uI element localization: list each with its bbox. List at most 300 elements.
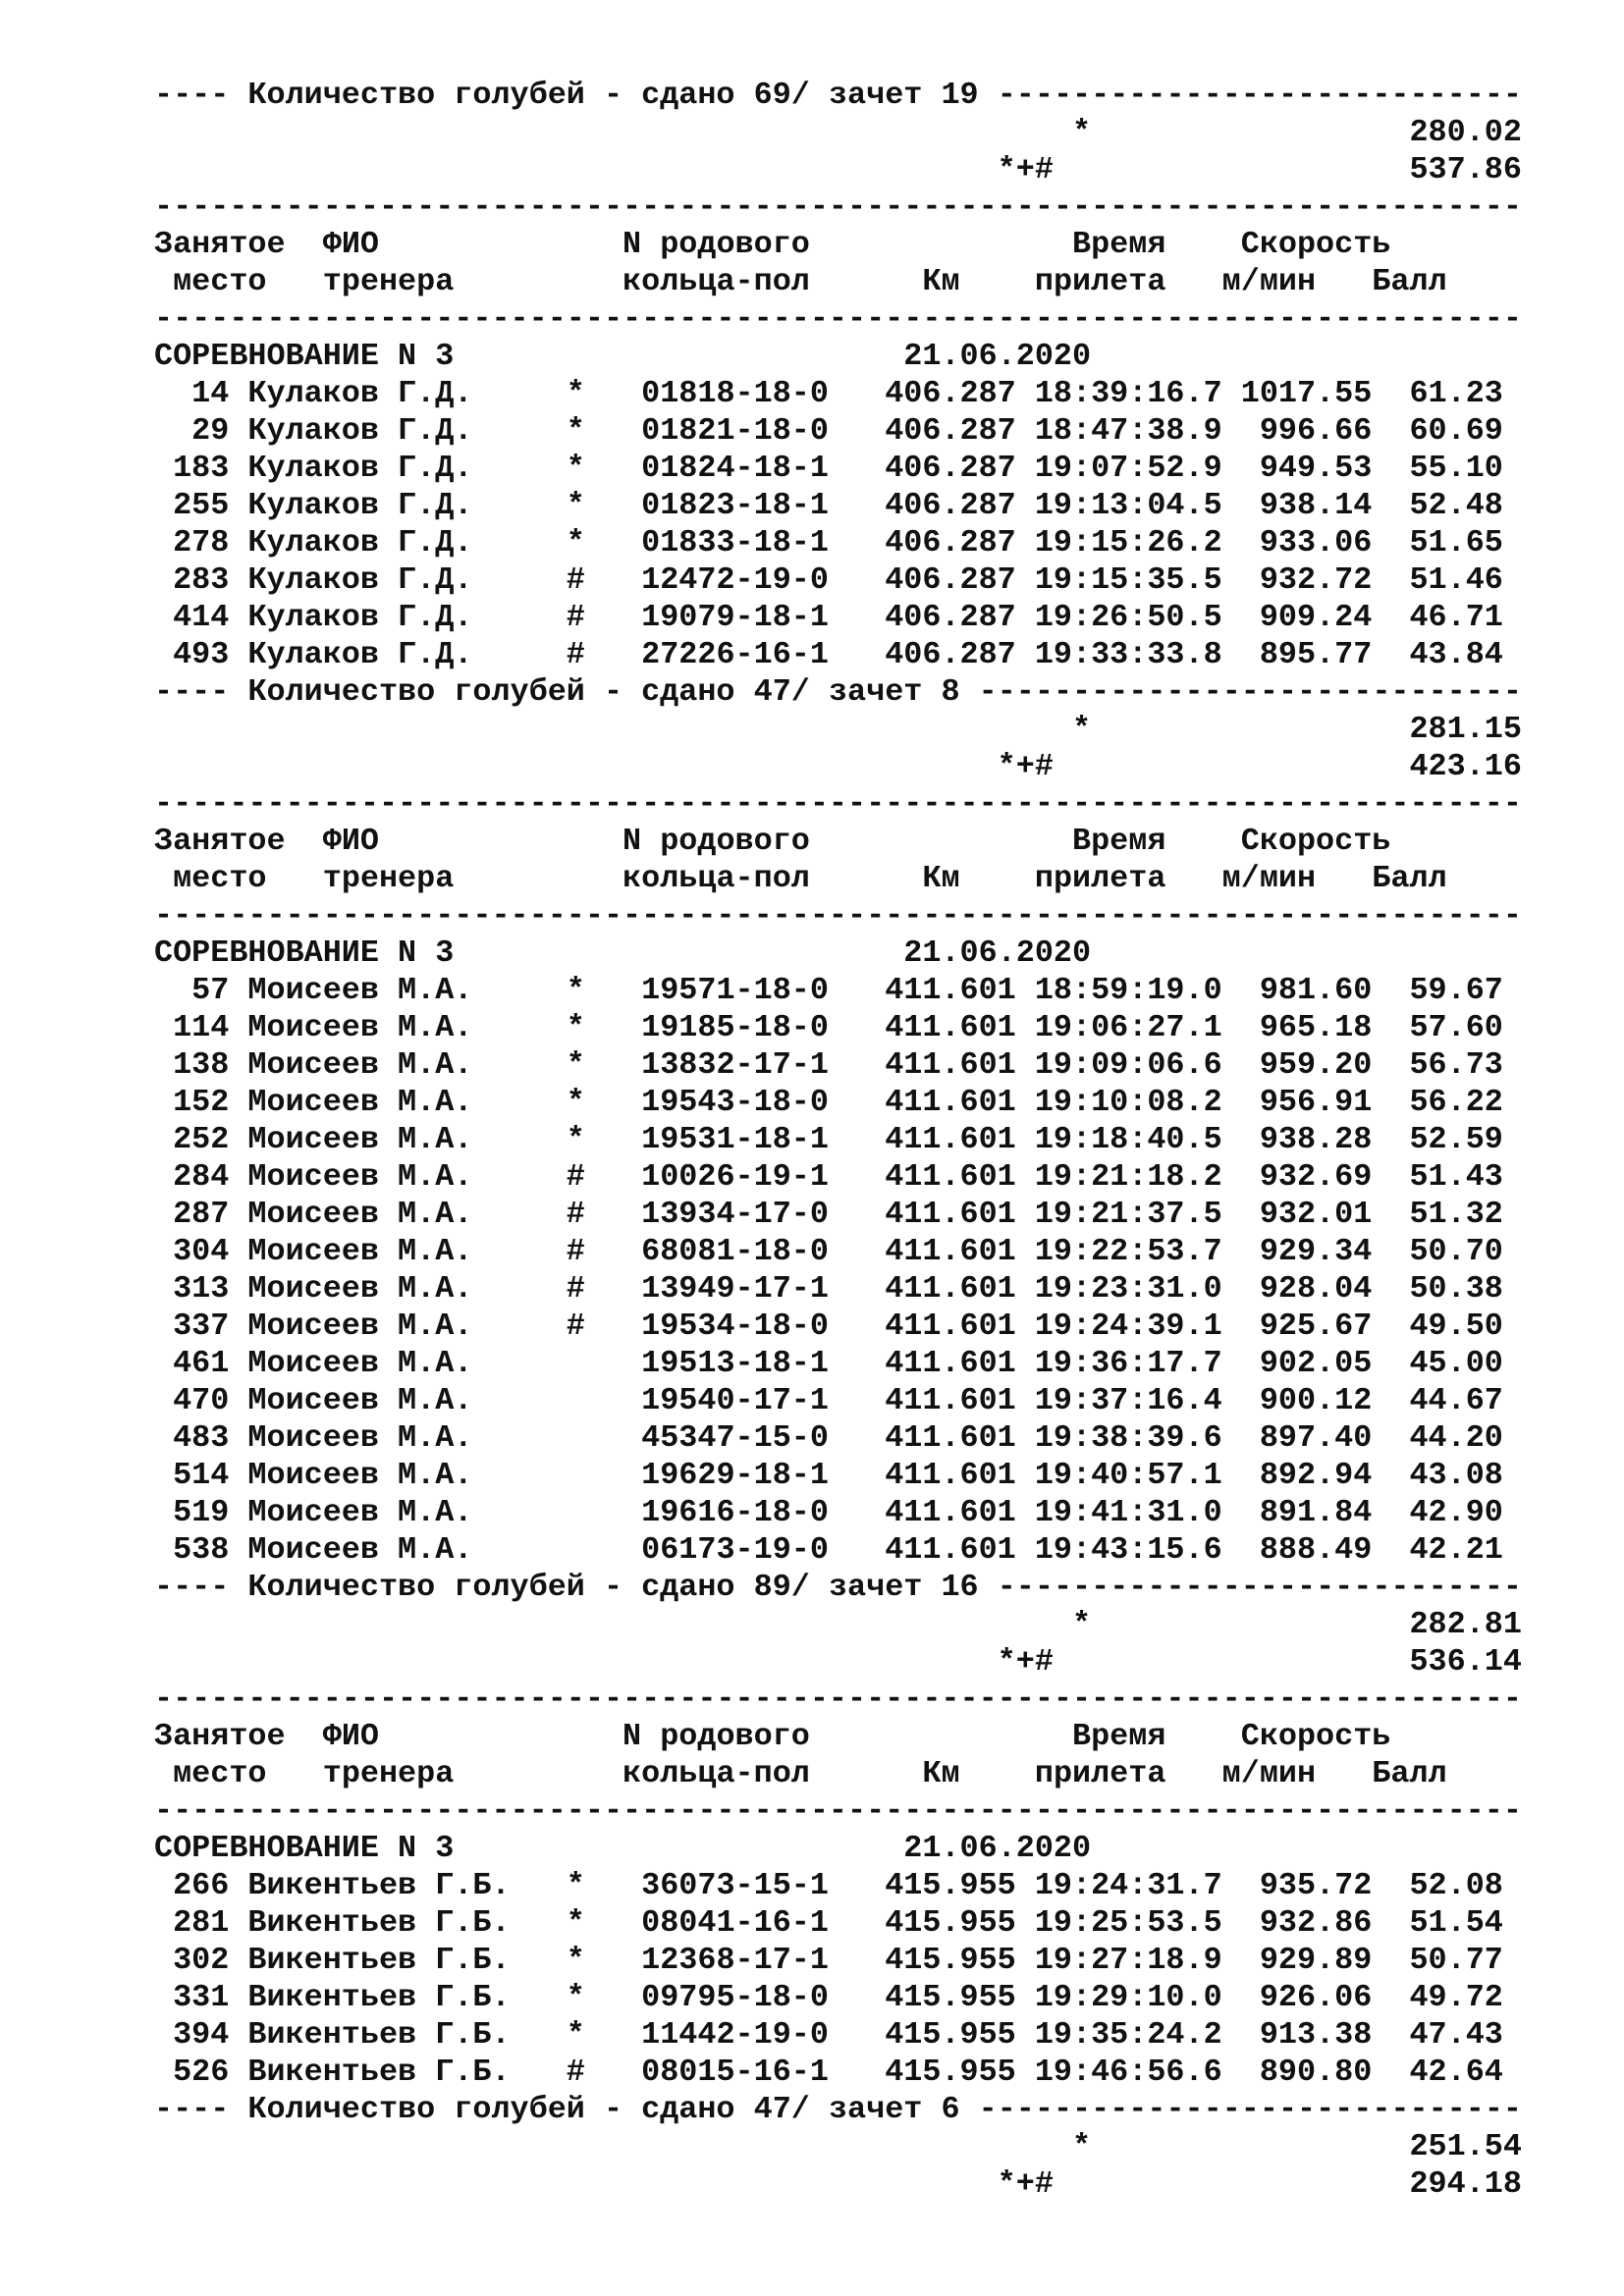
speed: 949.53 [1221,451,1373,486]
competition-date: 21.06.2020 [903,339,1092,374]
result-row [154,599,1588,636]
mark [567,1495,641,1530]
mark: # [566,637,642,672]
col-place-title: Занятое [154,227,323,262]
trainer-name: Моисеев М.А. [247,1458,567,1493]
speed: 913.38 [1221,2017,1373,2053]
star-plus-hash-mark: *+# [997,2166,1054,2202]
separator-line: ------------------------------------------------------------------------- [154,1793,1522,1829]
trainer-name: Кулаков Г.Д. [247,451,567,486]
distance-km: 411.601 [885,1085,1035,1120]
score: 52.08 [1372,1868,1503,1903]
arrival-time: 19:43:15.6 [1034,1532,1222,1568]
trainer-name: Моисеев М.А. [247,1085,567,1120]
competition-label: СОРЕВНОВАНИЕ N [154,1831,436,1866]
result-row [154,450,1588,487]
arrival-time: 19:46:56.6 [1034,2055,1222,2090]
trainer-name: Моисеев М.А. [247,1420,567,1456]
mark: # [566,1308,642,1344]
summary-star-line [154,114,1588,151]
result-row [154,1979,1588,2016]
column-header-top [154,823,1588,860]
arrival-time: 19:37:16.4 [1034,1383,1222,1418]
mark: * [566,488,642,523]
distance-km: 406.287 [885,600,1035,635]
result-row [154,1942,1588,1979]
place: 284 [154,1159,248,1195]
speed: 981.60 [1221,973,1373,1008]
ring-number: 19079-18-1 [641,600,886,635]
col-score-sub: Балл [1372,1756,1447,1791]
arrival-time: 19:07:52.9 [1034,451,1222,486]
col-ring-sub: кольца-пол [623,264,923,299]
result-row [154,1196,1588,1233]
trainer-name: Викентьев Г.Б. [247,2017,567,2053]
summary-count-line: ---- Количество голубей - сдано 47/ зачет 8 ----------------------------- [154,674,1522,710]
zachet-word: зачет [828,2092,923,2127]
ring-number: 11442-19-0 [641,2017,886,2053]
star-plus-hash-mark: *+# [997,152,1054,187]
result-row [154,1009,1588,1046]
arrival-time: 18:59:19.0 [1034,973,1222,1008]
col-place-title: Занятое [154,824,323,859]
mark: * [566,1047,642,1083]
summary-star-hash-line [154,748,1588,785]
score: 59.67 [1372,973,1503,1008]
trainer-name: Моисеев М.А. [247,973,567,1008]
col-speed-title: Скорость [1240,227,1391,262]
star-mark: * [1071,712,1092,747]
col-ring-sub: кольца-пол [623,861,923,896]
arrival-time: 19:29:10.0 [1034,1980,1222,2015]
place: 337 [154,1308,248,1344]
arrival-time: 19:21:18.2 [1034,1159,1222,1195]
place: 538 [154,1532,248,1568]
column-header-bottom [154,263,1588,300]
speed: 932.69 [1221,1159,1373,1195]
place: 394 [154,2017,248,2053]
speed: 888.49 [1221,1532,1373,1568]
col-name-title: ФИО [322,1719,623,1754]
distance-km: 406.287 [885,376,1035,411]
col-score-sub: Балл [1372,264,1447,299]
trainer-name: Кулаков Г.Д. [247,637,567,672]
place: 519 [154,1495,248,1530]
trainer-name: Викентьев Г.Б. [247,1868,567,1903]
competition-date: 21.06.2020 [903,935,1092,971]
competition-date: 21.06.2020 [903,1831,1092,1866]
distance-km: 415.955 [885,1943,1035,1978]
trainer-name: Моисеев М.А. [247,1010,567,1045]
distance-km: 411.601 [885,1383,1035,1418]
score: 43.84 [1372,637,1503,672]
result-row [154,1270,1588,1308]
given-count: 47 [753,674,791,710]
score: 57.60 [1372,1010,1503,1045]
col-ring-title: N родового [623,1719,1072,1754]
star-total: 281.15 [1091,712,1522,747]
arrival-time: 18:47:38.9 [1034,413,1222,449]
mark: * [566,1868,642,1903]
ring-number: 01818-18-0 [641,376,886,411]
col-place-sub: место [154,264,323,299]
col-speed-title: Скорость [1240,1719,1391,1754]
summary-star-hash-line [154,2165,1588,2203]
star-plus-hash-total: 294.18 [1053,2166,1522,2202]
count-prefix: Количество голубей - сдано [247,674,735,710]
col-time-title: Время [1072,1719,1241,1754]
column-header-top [154,1718,1588,1755]
col-place-title: Занятое [154,1719,323,1754]
trainer-name: Моисеев М.А. [247,1234,567,1269]
speed: 933.06 [1221,525,1373,561]
ring-number: 19540-17-1 [641,1383,886,1418]
result-row [154,1121,1588,1158]
distance-km: 406.287 [885,562,1035,598]
competition-label: СОРЕВНОВАНИЕ N [154,339,436,374]
competition-number: 3 [435,339,904,374]
result-row [154,1382,1588,1419]
mark [567,1383,641,1418]
score: 51.43 [1372,1159,1503,1195]
mark: * [566,525,642,561]
trainer-name: Моисеев М.А. [247,1532,567,1568]
distance-km: 411.601 [885,1159,1035,1195]
place: 281 [154,1905,248,1941]
star-total: 251.54 [1091,2129,1522,2164]
result-row [154,636,1588,673]
column-header-top [154,226,1588,263]
distance-km: 411.601 [885,1234,1035,1269]
ring-number: 19629-18-1 [641,1458,886,1493]
distance-km: 406.287 [885,525,1035,561]
ring-number: 19531-18-1 [641,1122,886,1157]
trainer-name: Моисеев М.А. [247,1495,567,1530]
ring-number: 01824-18-1 [641,451,886,486]
trainer-name: Моисеев М.А. [247,1346,567,1381]
speed: 1017.55 [1221,376,1373,411]
col-place-sub: место [154,861,323,896]
mark: * [566,2017,642,2053]
arrival-time: 18:39:16.7 [1034,376,1222,411]
mark: * [566,376,642,411]
ring-number: 19185-18-0 [641,1010,886,1045]
ring-number: 19534-18-0 [641,1308,886,1344]
score: 45.00 [1372,1346,1503,1381]
place: 313 [154,1271,248,1307]
result-row [154,375,1588,412]
col-speed-sub: м/мин [1221,1756,1373,1791]
count-prefix: Количество голубей - сдано [247,78,735,113]
place: 414 [154,600,248,635]
place: 514 [154,1458,248,1493]
trainer-name: Моисеев М.А. [247,1383,567,1418]
score: 52.59 [1372,1122,1503,1157]
arrival-time: 19:24:39.1 [1034,1308,1222,1344]
summary-star-hash-line [154,151,1588,188]
col-km-sub: Км [922,264,1035,299]
separator-line: ------------------------------------------------------------------------- [154,189,1522,225]
score: 60.69 [1372,413,1503,449]
mark [567,1420,641,1456]
place: 304 [154,1234,248,1269]
place: 252 [154,1122,248,1157]
speed: 925.67 [1221,1308,1373,1344]
zachet-count: 8 [941,674,960,710]
star-total: 282.81 [1091,1607,1522,1642]
place: 255 [154,488,248,523]
arrival-time: 19:10:08.2 [1034,1085,1222,1120]
star-total: 280.02 [1091,115,1522,150]
score: 44.20 [1372,1420,1503,1456]
ring-number: 45347-15-0 [641,1420,886,1456]
ring-number: 01823-18-1 [641,488,886,523]
col-name-title: ФИО [322,227,623,262]
ring-number: 68081-18-0 [641,1234,886,1269]
mark: # [566,1234,642,1269]
col-name-sub: тренера [322,264,623,299]
place: 114 [154,1010,248,1045]
star-plus-hash-total: 423.16 [1053,749,1522,784]
speed: 895.77 [1221,637,1373,672]
col-km-sub: Км [922,1756,1035,1791]
place: 266 [154,1868,248,1903]
trainer-name: Моисеев М.А. [247,1308,567,1344]
score: 44.67 [1372,1383,1503,1418]
speed: 890.80 [1221,2055,1373,2090]
result-row [154,1867,1588,1904]
score: 56.22 [1372,1085,1503,1120]
trainer-name: Кулаков Г.Д. [247,413,567,449]
distance-km: 411.601 [885,1122,1035,1157]
zachet-count: 16 [941,1570,979,1605]
speed: 926.06 [1221,1980,1373,2015]
trainer-name: Кулаков Г.Д. [247,376,567,411]
ring-number: 08041-16-1 [641,1905,886,1941]
competition-number: 3 [435,935,904,971]
col-speed-sub: м/мин [1221,264,1373,299]
arrival-time: 19:35:24.2 [1034,2017,1222,2053]
col-time-sub: прилета [1034,1756,1222,1791]
arrival-time: 19:24:31.7 [1034,1868,1222,1903]
column-header-bottom [154,860,1588,897]
speed: 892.94 [1221,1458,1373,1493]
arrival-time: 19:22:53.7 [1034,1234,1222,1269]
star-mark: * [1071,1607,1092,1642]
trainer-name: Викентьев Г.Б. [247,1980,567,2015]
result-row [154,524,1588,561]
trainer-name: Моисеев М.А. [247,1122,567,1157]
col-speed-title: Скорость [1240,824,1391,859]
count-prefix: Количество голубей - сдано [247,1570,735,1605]
col-name-sub: тренера [322,861,623,896]
given-count: 69 [753,78,791,113]
score: 49.50 [1372,1308,1503,1344]
zachet-word: зачет [828,674,923,710]
mark [567,1532,641,1568]
ring-number: 19616-18-0 [641,1495,886,1530]
place: 57 [154,973,248,1008]
distance-km: 411.601 [885,973,1035,1008]
trainer-name: Моисеев М.А. [247,1047,567,1083]
distance-km: 415.955 [885,1980,1035,2015]
result-row [154,1233,1588,1270]
mark: * [566,451,642,486]
ring-number: 36073-15-1 [641,1868,886,1903]
summary-count-line: ---- Количество голубей - сдано 89/ зачет 16 ---------------------------- [154,1570,1522,1605]
distance-km: 415.955 [885,1868,1035,1903]
col-ring-title: N родового [623,824,1072,859]
star-mark: * [1071,115,1092,150]
speed: 928.04 [1221,1271,1373,1307]
speed: 932.72 [1221,562,1373,598]
score: 43.08 [1372,1458,1503,1493]
mark [567,1346,641,1381]
result-row [154,1457,1588,1494]
separator-line: ------------------------------------------------------------------------- [154,786,1522,822]
distance-km: 411.601 [885,1495,1035,1530]
distance-km: 406.287 [885,488,1035,523]
speed: 929.34 [1221,1234,1373,1269]
trainer-name: Кулаков Г.Д. [247,525,567,561]
mark: # [566,1271,642,1307]
distance-km: 411.601 [885,1346,1035,1381]
trainer-name: Моисеев М.А. [247,1271,567,1307]
competition-line [154,1830,1588,1867]
place: 470 [154,1383,248,1418]
ring-number: 19543-18-0 [641,1085,886,1120]
given-count: 47 [753,2092,791,2127]
score: 42.64 [1372,2055,1503,2090]
arrival-time: 19:23:31.0 [1034,1271,1222,1307]
place: 278 [154,525,248,561]
summary-star-line [154,711,1588,748]
mark: * [566,1905,642,1941]
distance-km: 411.601 [885,1197,1035,1232]
mark: # [566,600,642,635]
score: 50.77 [1372,1943,1503,1978]
mark: * [566,1085,642,1120]
result-row [154,1084,1588,1121]
star-plus-hash-total: 536.14 [1053,1644,1522,1680]
given-count: 89 [753,1570,791,1605]
result-row [154,972,1588,1009]
result-row [154,1419,1588,1457]
speed: 891.84 [1221,1495,1373,1530]
distance-km: 415.955 [885,2017,1035,2053]
summary-star-line [154,2128,1588,2165]
ring-number: 01833-18-1 [641,525,886,561]
ring-number: 12368-17-1 [641,1943,886,1978]
speed: 959.20 [1221,1047,1373,1083]
score: 46.71 [1372,600,1503,635]
summary-star-line [154,1606,1588,1643]
result-row [154,561,1588,599]
score: 49.72 [1372,1980,1503,2015]
trainer-name: Моисеев М.А. [247,1159,567,1195]
speed: 965.18 [1221,1010,1373,1045]
competition-number: 3 [435,1831,904,1866]
score: 51.46 [1372,562,1503,598]
arrival-time: 19:15:26.2 [1034,525,1222,561]
distance-km: 411.601 [885,1532,1035,1568]
col-score-sub: Балл [1372,861,1447,896]
result-row [154,1904,1588,1942]
col-time-sub: прилета [1034,264,1222,299]
place: 493 [154,637,248,672]
ring-number: 06173-19-0 [641,1532,886,1568]
summary-star-hash-line [154,1643,1588,1681]
ring-number: 01821-18-0 [641,413,886,449]
col-speed-sub: м/мин [1221,861,1373,896]
score: 42.21 [1372,1532,1503,1568]
separator-line: ------------------------------------------------------------------------- [154,301,1522,337]
arrival-time: 19:40:57.1 [1034,1458,1222,1493]
result-row [154,1158,1588,1196]
score: 51.65 [1372,525,1503,561]
result-row [154,1308,1588,1345]
ring-number: 09795-18-0 [641,1980,886,2015]
ring-number: 13949-17-1 [641,1271,886,1307]
ring-number: 13832-17-1 [641,1047,886,1083]
score: 51.54 [1372,1905,1503,1941]
zachet-word: зачет [828,78,923,113]
mark: * [566,973,642,1008]
arrival-time: 19:36:17.7 [1034,1346,1222,1381]
arrival-time: 19:18:40.5 [1034,1122,1222,1157]
trainer-name: Викентьев Г.Б. [247,1943,567,1978]
zachet-word: зачет [828,1570,923,1605]
col-ring-sub: кольца-пол [623,1756,923,1791]
ring-number: 27226-16-1 [641,637,886,672]
score: 56.73 [1372,1047,1503,1083]
score: 47.43 [1372,2017,1503,2053]
mark: # [566,1197,642,1232]
trainer-name: Викентьев Г.Б. [247,2055,567,2090]
mark: * [566,413,642,449]
speed: 932.01 [1221,1197,1373,1232]
ring-number: 08015-16-1 [641,2055,886,2090]
competition-line [154,338,1588,375]
trainer-name: Кулаков Г.Д. [247,600,567,635]
place: 526 [154,2055,248,2090]
arrival-time: 19:38:39.6 [1034,1420,1222,1456]
separator-line: ------------------------------------------------------------------------- [154,898,1522,934]
result-row [154,487,1588,524]
col-place-sub: место [154,1756,323,1791]
zachet-count: 6 [941,2092,960,2127]
mark: * [566,1010,642,1045]
mark: * [566,1122,642,1157]
col-ring-title: N родового [623,227,1072,262]
arrival-time: 19:27:18.9 [1034,1943,1222,1978]
arrival-time: 19:09:06.6 [1034,1047,1222,1083]
speed: 902.05 [1221,1346,1373,1381]
summary-count-line: ---- Количество голубей - сдано 69/ зачет 19 ---------------------------- [154,78,1522,113]
distance-km: 411.601 [885,1458,1035,1493]
trainer-name: Кулаков Г.Д. [247,562,567,598]
distance-km: 406.287 [885,413,1035,449]
distance-km: 411.601 [885,1010,1035,1045]
place: 183 [154,451,248,486]
distance-km: 406.287 [885,451,1035,486]
score: 50.38 [1372,1271,1503,1307]
speed: 900.12 [1221,1383,1373,1418]
score: 42.90 [1372,1495,1503,1530]
mark: # [566,1159,642,1195]
col-time-title: Время [1072,824,1241,859]
col-name-sub: тренера [322,1756,623,1791]
